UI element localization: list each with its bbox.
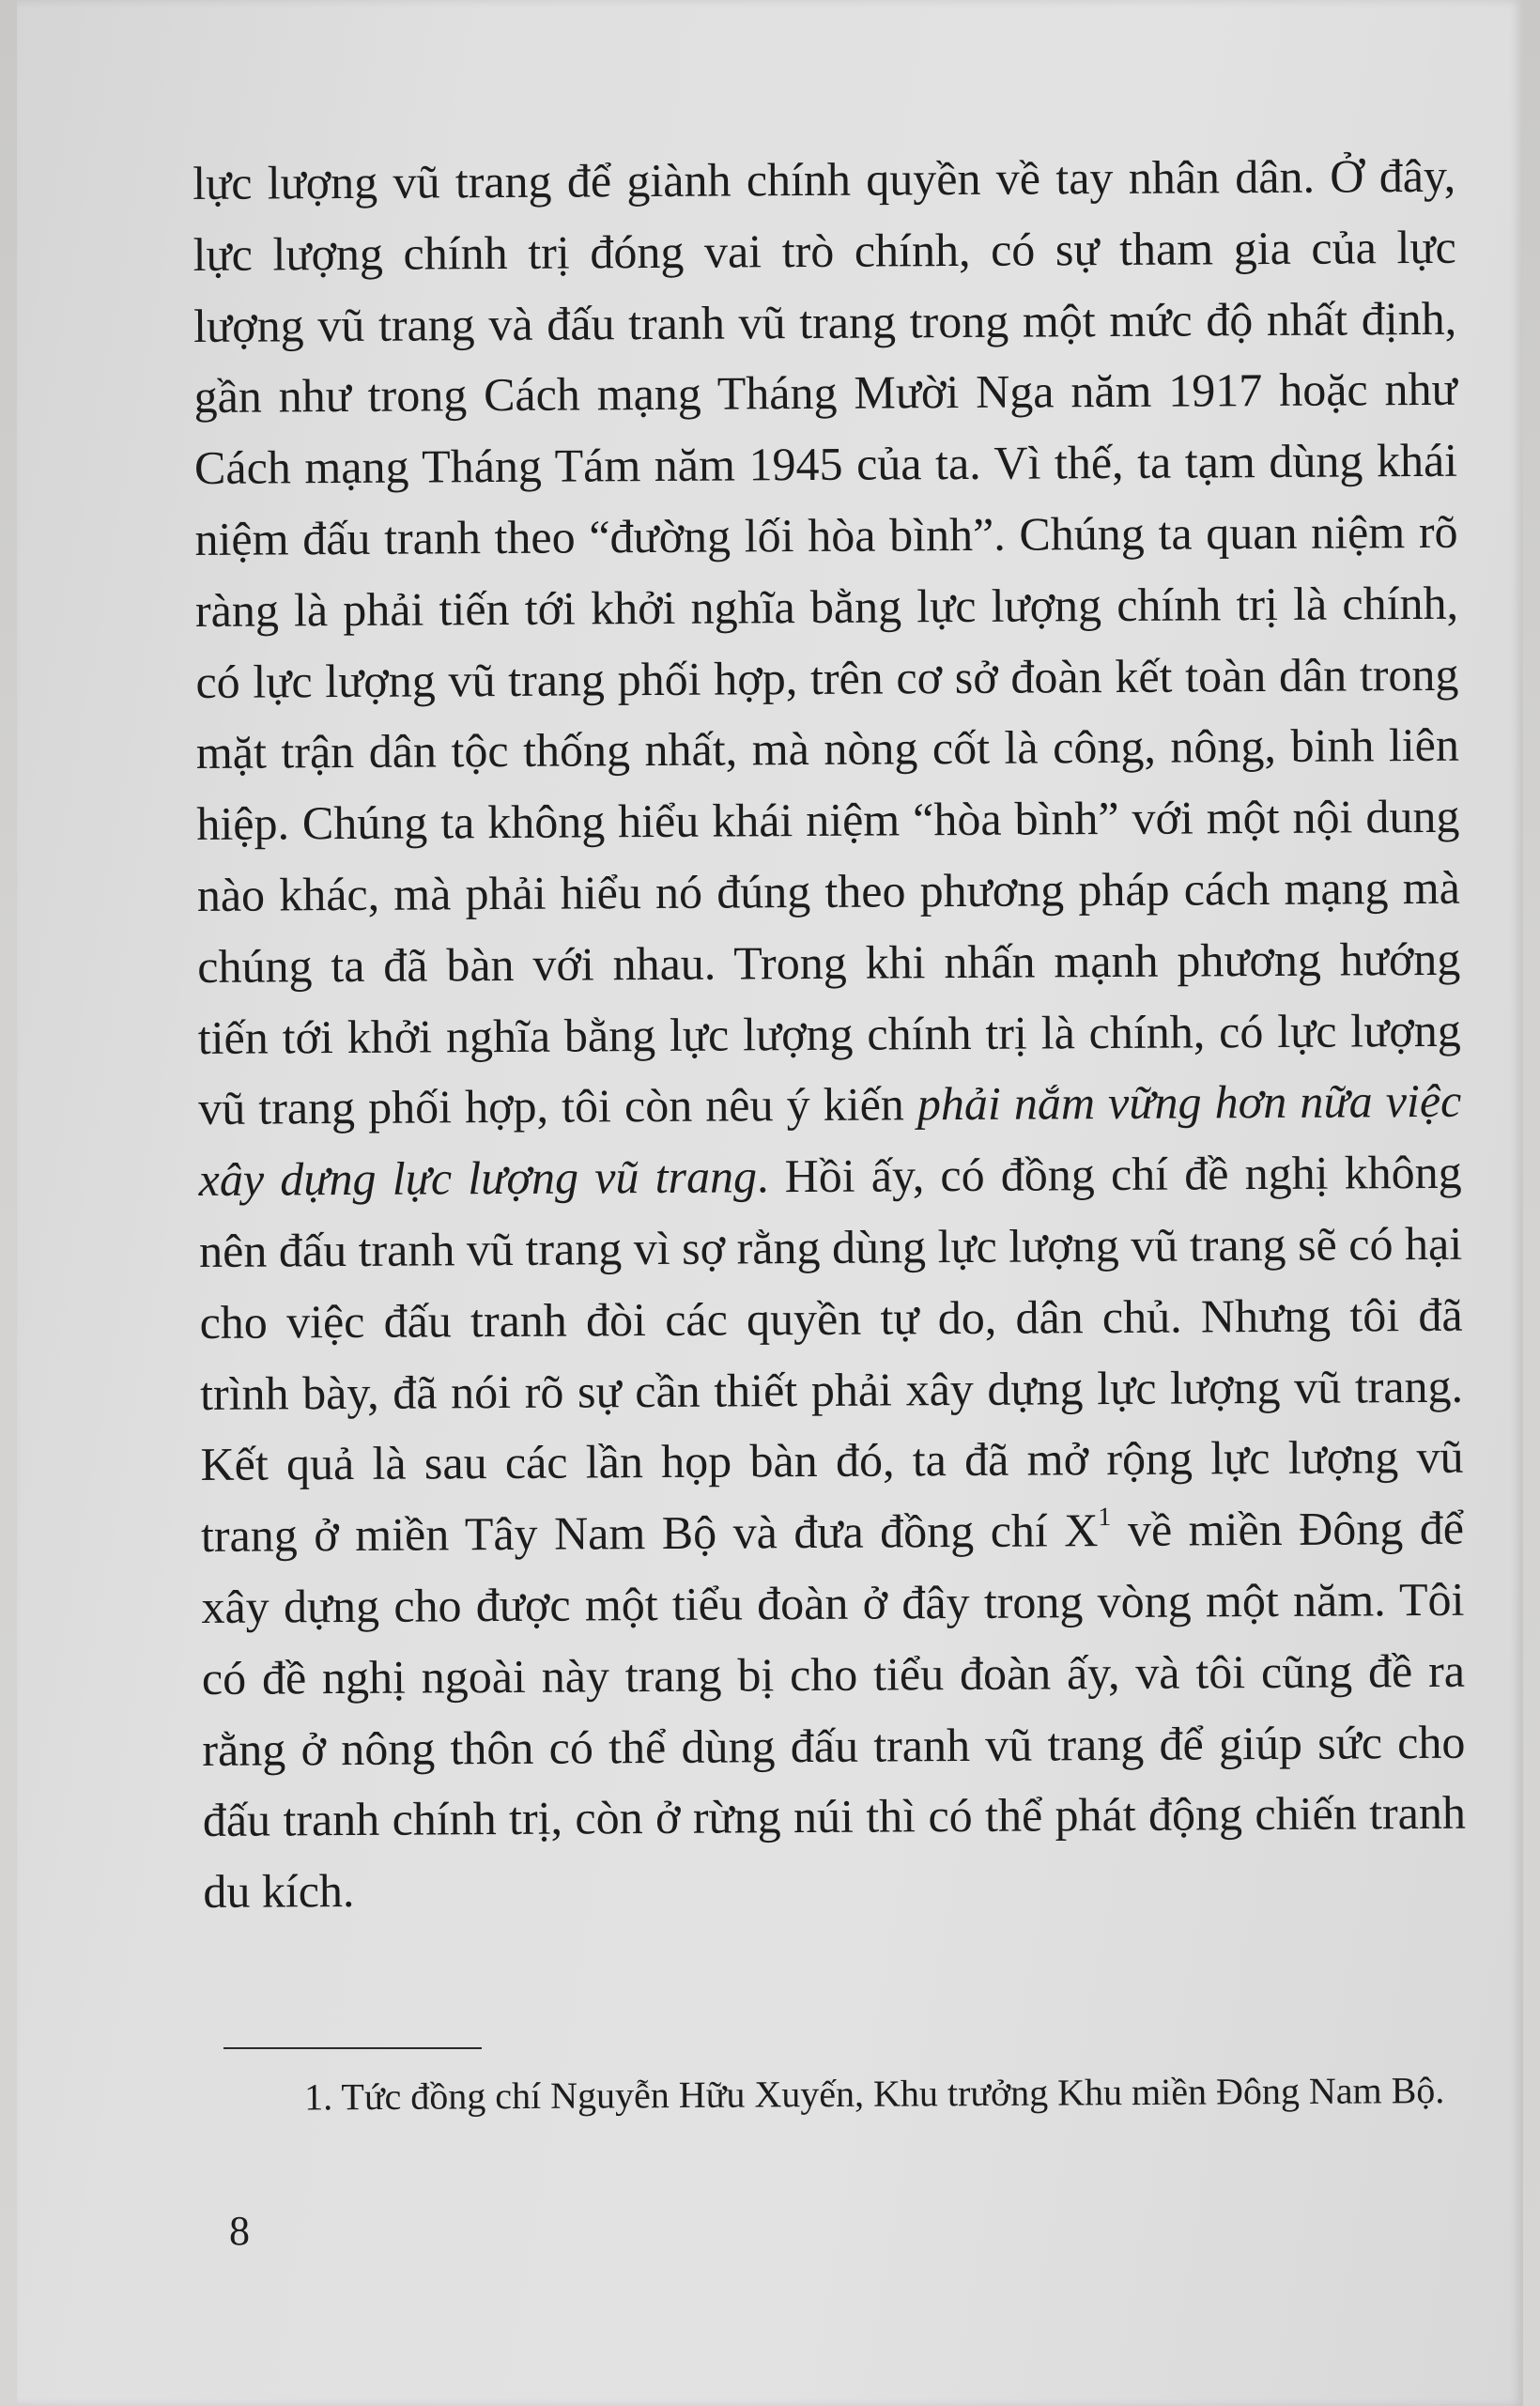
footnote-divider (223, 2047, 482, 2049)
paragraph-text-part-1: lực lượng vũ trang để giành chính quyền về tay nhân dân. Ở đây, lực lượng chính trị đóng vai trò chính, có sự tham gia của lực lượng vũ trang và đấu tranh vũ trang trong một mức độ nhất định, gần như trong Cách mạng Tháng Mười Nga năm 1917 hoặc như Cách mạng Tháng Tám năm 1945 của ta. Vì thế, ta tạm dùng khái niệm đấu tranh theo “đường lối hòa bình”. Chúng ta quan niệm rõ ràng là phải tiến tới khởi nghĩa bằng lực lượng chính trị là chính, có lực lượng vũ trang phối hợp, trên cơ sở đoàn kết toàn dân trong mặt trận dân tộc thống nhất, mà nòng cốt là công, nông, binh liên hiệp. Chúng ta không hiểu khái niệm “hòa bình” với một nội dung nào khác, mà phải hiểu nó đúng theo phương pháp cách mạng mà chúng ta đã bàn với nhau. Trong khi nhấn mạnh phương hướng tiến tới khởi nghĩa bằng lực lượng chính trị là chính, có lực lượng vũ trang phối hợp, tôi còn nêu ý kiến (192, 148, 1461, 1135)
page-number: 8 (229, 2208, 250, 2254)
paragraph-text-part-2: . Hồi ấy, có đồng chí đề nghị không nên đấu tranh vũ trang vì sợ rằng dùng lực lượng vũ trang sẽ có hại cho việc đấu tranh đòi các quyền tự do, dân chủ. Nhưng tôi đã trình bày, đã nói rõ sự cần thiết phải xây dựng lực lượng vũ trang. Kết quả là sau các lần họp bàn đó, ta đã mở rộng lực lượng vũ trang ở miền Tây Nam Bộ và đưa đồng chí X (199, 1145, 1464, 1563)
main-paragraph (192, 141, 1467, 1928)
body-text (192, 141, 1467, 1928)
footnote: 1. Tức đồng chí Nguyễn Hữu Xuyến, Khu trưởng Khu miền Đông Nam Bộ. (304, 2069, 1445, 2119)
footnote-reference: 1 (1098, 1503, 1112, 1533)
emphasized-text: phải nắm vững hơn nữa việc xây dựng lực lượng vũ trang (198, 1074, 1462, 1207)
paragraph-text-part-3: về miền Đông để xây dựng cho được một tiểu đoàn ở đây trong vòng một năm. Tôi có đề nghị ngoài này trang bị cho tiểu đoàn ấy, và tôi cũng đề ra rằng ở nông thôn có thể dùng đấu tranh vũ trang để giúp sức cho đấu tranh chính trị, còn ở rừng núi thì có thể phát động chiến tranh du kích. (201, 1501, 1467, 1919)
